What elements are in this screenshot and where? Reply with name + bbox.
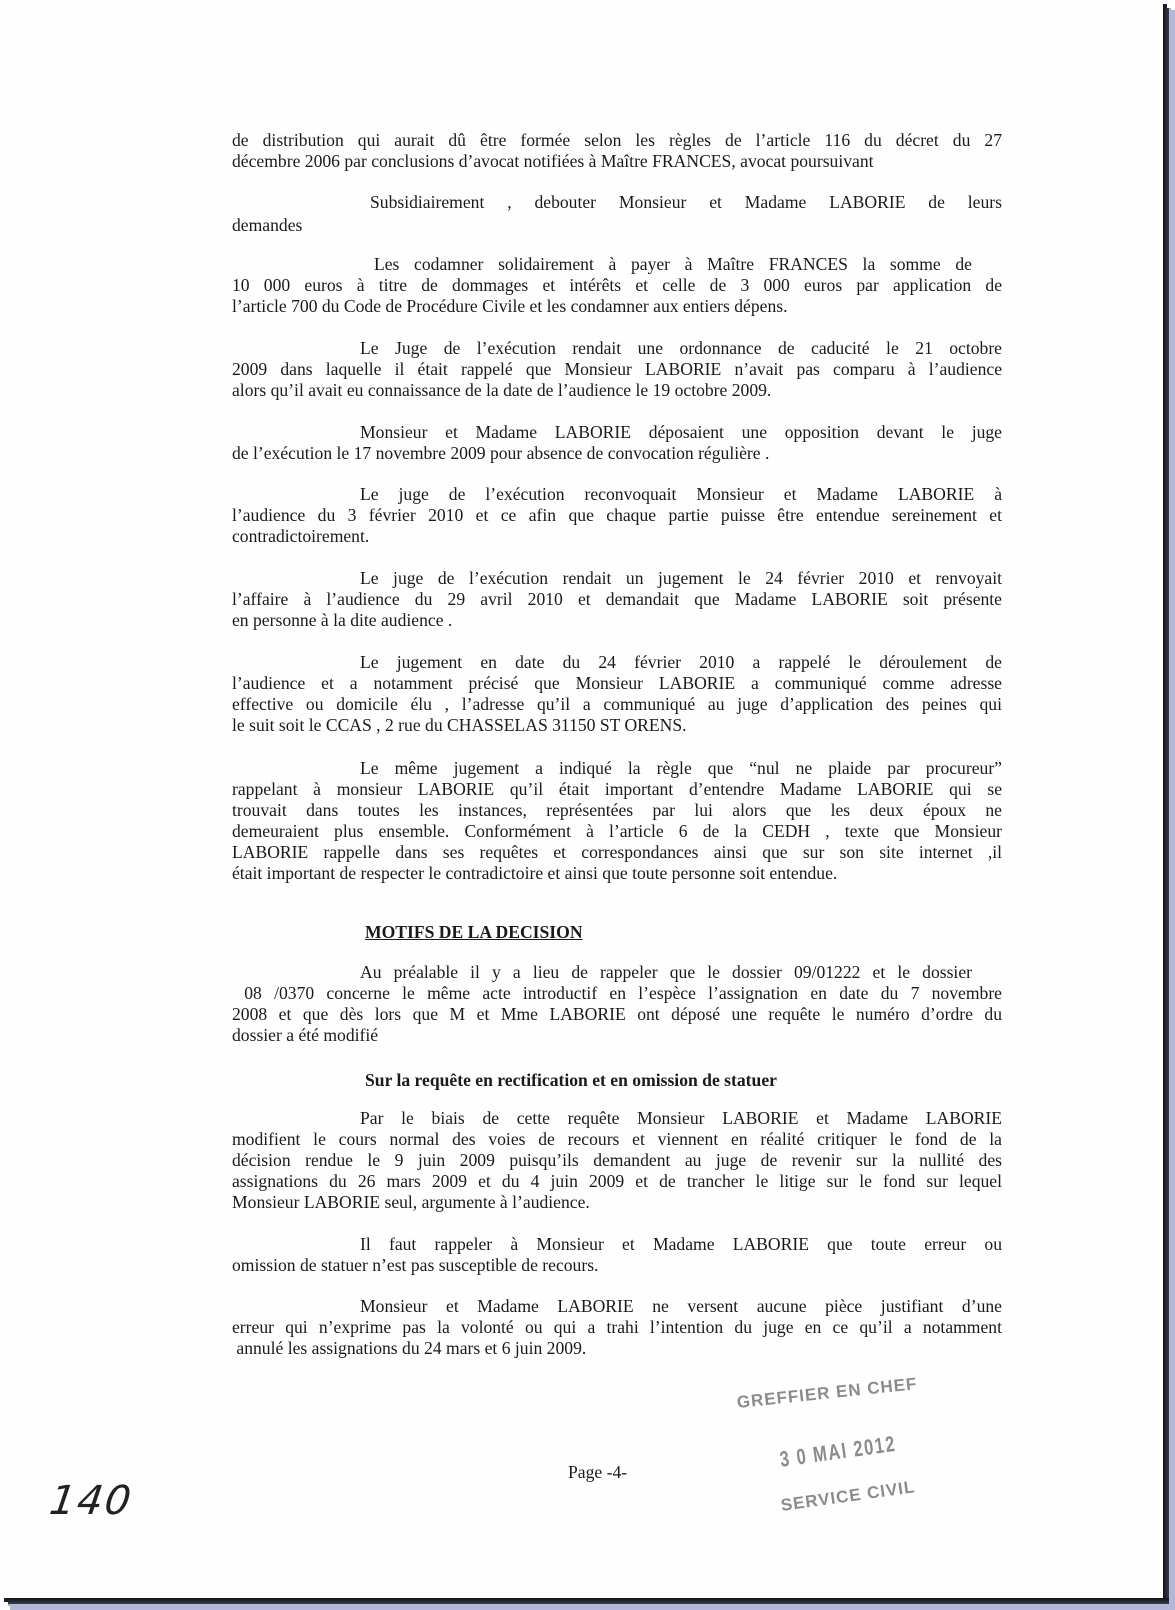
stamp-service: SERVICE CIVIL: [779, 1477, 917, 1515]
text-line: Le jugement en date du 24 février 2010 a rappelé le déroulement de: [360, 652, 1002, 672]
text-line: Le juge de l’exécution reconvoquait Monsieur et Madame LABORIE à: [360, 484, 1002, 504]
paragraph-deroulement: [232, 652, 1002, 736]
text-line: Par le biais de cette requête Monsieur LABORIE et Madame LABORIE: [360, 1108, 1002, 1128]
text-line: décembre 2006 par conclusions d’avocat notifiées à Maître FRANCES, avocat poursuivant: [232, 151, 874, 171]
page-border-bottom: [10, 1604, 1175, 1610]
subheading: Sur la requête en rectification et en omission de statuer: [365, 1070, 777, 1090]
text-line: de distribution qui aurait dû être formée selon les règles de l’article 116 du décret du 27: [232, 130, 1002, 150]
text-line: 08 /0370 concerne le même acte introductif en l’espèce l’assignation en date du 7 novembre: [232, 983, 1002, 1003]
paragraph-subsidiairement: [232, 192, 1002, 236]
paragraph-piece: [232, 1296, 1002, 1359]
text-line: Monsieur et Madame LABORIE déposaient une opposition devant le juge: [360, 422, 1002, 442]
text-line: alors qu’il avait eu connaissance de la date de l’audience le 19 octobre 2009.: [232, 380, 772, 400]
paragraph-requete: [232, 1108, 1002, 1213]
handwritten-page-number: 140: [46, 1478, 136, 1524]
stamp-date: 3 0 MAI 2012: [778, 1430, 898, 1472]
text-line: modifient le cours normal des voies de recours et viennent en réalité critiquer le fond de la: [232, 1129, 1002, 1149]
paragraph-opposition: [232, 422, 1002, 464]
page-number: Page -4-: [568, 1462, 628, 1482]
paragraph-procureur: [232, 758, 1002, 884]
text-line: demandes: [232, 215, 303, 235]
text-line: décision rendue le 9 juin 2009 puisqu’ils demandent au juge de revenir sur la nullité des: [232, 1150, 1002, 1170]
text-line: trouvait dans toutes les instances, représentées par lui alors que les deux époux ne: [232, 800, 1002, 820]
text-line: Le Juge de l’exécution rendait une ordonnance de caducité le 21 octobre: [360, 338, 1002, 358]
text-line: 2008 et que dès lors que M et Mme LABORIE ont déposé une requête le numéro d’ordre du: [232, 1004, 1002, 1024]
text-line: l’affaire à l’audience du 29 avril 2010 et demandait que Madame LABORIE soit présente: [232, 589, 1002, 609]
text-line: le suit soit le CCAS , 2 rue du CHASSELAS 31150 ST ORENS.: [232, 715, 687, 735]
text-line: contradictoirement.: [232, 526, 370, 546]
text-line: erreur qui n’exprime pas la volonté ou qui a trahi l’intention du juge en ce qu’il a notamment: [232, 1317, 1002, 1337]
text-line: de l’exécution le 17 novembre 2009 pour absence de convocation régulière .: [232, 443, 770, 463]
text-line: était important de respecter le contradictoire et ainsi que toute personne soit entendue.: [232, 863, 838, 883]
text-line: LABORIE rappelle dans ses requêtes et correspondances ainsi que sur son site internet ,il: [232, 842, 1002, 862]
paragraph-caducite: [232, 338, 1002, 401]
paragraph-reconvoquait: [232, 484, 1002, 547]
text-line: Monsieur LABORIE seul, argumente à l’audience.: [232, 1192, 590, 1212]
text-line: demeuraient plus ensemble. Conformément à l’article 6 de la CEDH , texte que Monsieur: [232, 821, 1002, 841]
paragraph-jugement-renvoi: [232, 568, 1002, 631]
text-line: Au préalable il y a lieu de rappeler que le dossier 09/01222 et le dossier: [360, 962, 972, 982]
text-line: l’audience et a notamment précisé que Monsieur LABORIE a communiqué comme adresse: [232, 673, 1002, 693]
text-line: omission de statuer n’est pas susceptible de recours.: [232, 1255, 599, 1275]
paragraph-distribution: [232, 130, 1002, 172]
text-line: Le juge de l’exécution rendait un jugement le 24 février 2010 et renvoyait: [360, 568, 1002, 588]
stamp-greffier: GREFFIER EN CHEF: [735, 1374, 919, 1412]
text-line: 10 000 euros à titre de dommages et intérêts et celle de 3 000 euros par application de: [232, 275, 1002, 295]
paragraph-condamner: [232, 254, 1002, 317]
text-line: 2009 dans laquelle il était rappelé que Monsieur LABORIE n’avait pas comparu à l’audience: [232, 359, 1002, 379]
text-line: dossier a été modifié: [232, 1025, 379, 1045]
text-line: Monsieur et Madame LABORIE ne versent aucune pièce justifiant d’une: [360, 1296, 1002, 1316]
text-line: effective ou domicile élu , l’adresse qu’il a communiqué au juge d’application des peines qui: [232, 694, 1002, 714]
text-line: Les codamner solidairement à payer à Maître FRANCES la somme de: [374, 254, 972, 274]
text-line: Subsidiairement , debouter Monsieur et Madame LABORIE de leurs: [370, 192, 1002, 212]
paragraph-prealable: [232, 962, 1002, 1046]
text-line: l’audience du 3 février 2010 et ce afin que chaque partie puisse être entendue sereinement et: [232, 505, 1002, 525]
text-line: rappelant à monsieur LABORIE qu’il était important d’entendre Madame LABORIE qui se: [232, 779, 1002, 799]
text-line: annulé les assignations du 24 mars et 6 juin 2009.: [232, 1338, 587, 1358]
paragraph-rappeler: [232, 1234, 1002, 1276]
text-line: en personne à la dite audience .: [232, 610, 453, 630]
text-line: Le même jugement a indiqué la règle que “nul ne plaide par procureur”: [360, 758, 1002, 778]
text-line: l’article 700 du Code de Procédure Civile et les condamner aux entiers dépens.: [232, 296, 788, 316]
page-border-right: [1169, 10, 1175, 1610]
text-line: assignations du 26 mars 2009 et du 4 juin 2009 et de trancher le litige sur le fond sur lequel: [232, 1171, 1002, 1191]
section-heading: MOTIFS DE LA DECISION: [365, 922, 583, 942]
text-line: Il faut rappeler à Monsieur et Madame LABORIE que toute erreur ou: [360, 1234, 1002, 1254]
